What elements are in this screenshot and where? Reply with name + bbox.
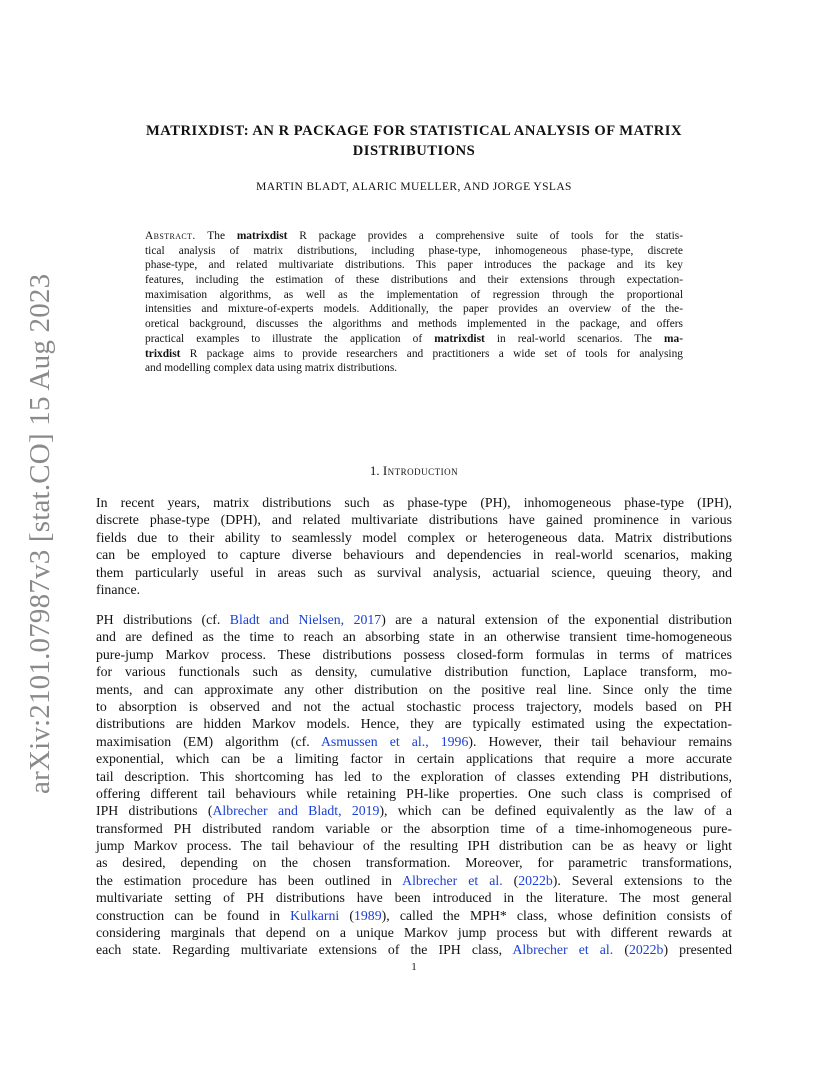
abstract-text: in real-world scenarios. The xyxy=(484,332,665,345)
text-line: exponential, which can be a limiting factor in certain applications that require a more accurate xyxy=(96,751,732,767)
abstract-text: R package provides a comprehensive suite of tools for the statis- xyxy=(287,230,683,242)
abstract-line xyxy=(145,347,683,362)
text-line: discrete phase-type (DPH), and related multivariate distributions have gained prominence in various xyxy=(96,512,732,528)
text-run: ). Several extensions to the xyxy=(552,872,733,888)
text-line: them particularly useful in areas such as survival analysis, actuarial science, queuing theory, and xyxy=(96,564,732,580)
text-run: construction can be found in xyxy=(96,907,291,923)
text-line xyxy=(96,733,732,750)
text-line: transformed PH distributed random variable or the absorption time of a time-inhomogeneous pure- xyxy=(96,820,732,836)
text-line xyxy=(96,941,732,958)
abstract-line: features, including the estimation of these distributions and their extensions through expectation- xyxy=(145,274,683,287)
section-number: 1. xyxy=(369,463,380,478)
author-list: MARTIN BLADT, ALARIC MUELLER, AND JORGE YSLAS xyxy=(256,181,572,193)
text-line xyxy=(96,907,732,924)
text-line: considering marginals that depend on a unique Markov jump process but with different rewards at xyxy=(96,925,732,941)
abstract-line xyxy=(145,229,683,244)
text-run: PH distributions (cf. xyxy=(96,612,230,627)
package-name: matrixdist xyxy=(434,332,485,345)
text-run: ), called the MPH* class, whose definition consists of xyxy=(381,907,732,923)
text-run: ( xyxy=(613,942,629,958)
abstract-text: The xyxy=(207,230,237,242)
text-line xyxy=(96,611,732,628)
text-line: finance. xyxy=(96,581,141,597)
text-run: IPH distributions ( xyxy=(96,803,213,819)
text-line: offering different tail behaviours while retaining PH-like properties. One such class is comprised of xyxy=(96,785,732,801)
package-name: trixdist xyxy=(145,347,181,360)
citation-link[interactable]: 2022b xyxy=(628,942,664,958)
text-line: and are defined as the time to reach an absorbing state in an otherwise transient time-homogeneous xyxy=(96,629,732,645)
intro-paragraph-2 xyxy=(96,611,732,959)
section-heading xyxy=(96,463,732,479)
section-title: Introduction xyxy=(382,463,459,478)
abstract-line xyxy=(145,332,683,347)
text-line xyxy=(96,802,732,819)
title-line-2: DISTRIBUTIONS xyxy=(352,143,476,159)
abstract-label: Abstract. xyxy=(145,230,196,242)
text-line: multivariate setting of PH distributions have been introduced in the literature. The most general xyxy=(96,890,732,906)
paper-title xyxy=(96,121,732,161)
text-line: fields due to their ability to seamlessly model complex or heterogeneous data. Matrix distributions xyxy=(96,529,732,545)
citation-link[interactable]: Kulkarni xyxy=(290,907,340,923)
abstract-line: and modelling complex data using matrix distributions. xyxy=(145,362,398,375)
citation-link[interactable]: 2022b xyxy=(518,872,553,888)
abstract-text: practical examples to illustrate the application of xyxy=(145,332,435,345)
citation-link[interactable]: Albrecher et al. xyxy=(402,872,503,888)
text-line: distributions are hidden Markov models. Hence, they are typically estimated using the expectation- xyxy=(96,716,732,732)
text-line: for various functionals such as density, cumulative distribution function, Laplace transform, mo- xyxy=(96,664,732,680)
title-line-1: MATRIXDIST: AN R PACKAGE FOR STATISTICAL ANALYSIS OF MATRIX xyxy=(145,123,683,139)
text-run: ) presented xyxy=(663,942,733,958)
text-run: ( xyxy=(339,907,354,923)
abstract-line: intensities and mixture-of-experts models. Additionally, the paper provides an overview of the the- xyxy=(145,303,683,316)
text-line xyxy=(96,872,732,889)
citation-link[interactable]: Albrecher et al. xyxy=(512,942,614,958)
text-line: to absorption is observed and not the actual stochastic process trajectory, models based on PH xyxy=(96,698,732,714)
citation-link[interactable]: 1989 xyxy=(354,907,382,923)
text-line: jump Markov process. The tail behaviour of the resulting IPH distribution can be as heavy or light xyxy=(96,838,732,854)
text-line: pure-jump Markov process. These distributions possess closed-form formulas in terms of matrices xyxy=(96,646,732,662)
intro-paragraph-1 xyxy=(96,494,732,598)
text-run: ). However, their tail behaviour remains xyxy=(468,733,732,749)
text-line: ments, and can approximate any other distribution on the positive real line. Since only the time xyxy=(96,681,732,697)
text-run: the estimation procedure has been outlined in xyxy=(96,872,403,888)
text-line: as desired, depending on the chosen transformation. Moreover, for parametric transformations, xyxy=(96,855,732,871)
package-name: matrixdist xyxy=(236,230,288,242)
text-line: In recent years, matrix distributions such as phase-type (PH), inhomogeneous phase-type (IPH), xyxy=(96,495,732,510)
abstract-text: R package aims to provide researchers and practitioners a wide set of tools for analysing xyxy=(180,347,683,360)
abstract-line: oretical background, discusses the algorithms and methods implemented in the package, and offers xyxy=(145,318,683,331)
text-run: ) are a natural extension of the exponential distribution xyxy=(381,612,732,627)
text-run: ), which can be defined equivalently as the law of a xyxy=(379,803,733,819)
abstract xyxy=(145,229,683,376)
text-run: ( xyxy=(502,872,519,888)
abstract-line: maximisation algorithms, as well as the implementation of regression through the proportional xyxy=(145,288,683,301)
arxiv-identifier: arXiv:2101.07987v3 [stat.CO] 15 Aug 2023 xyxy=(24,273,56,794)
text-run: each state. Regarding multivariate extensions of the IPH class, xyxy=(96,942,513,958)
text-line: tail description. This shortcoming has led to the exploration of classes extending PH distributions, xyxy=(96,768,732,784)
abstract-line: tical analysis of matrix distributions, including phase-type, inhomogeneous phase-type, discrete xyxy=(145,244,683,257)
citation-link[interactable]: Albrecher and Bladt, 2019 xyxy=(212,803,380,819)
citation-link[interactable]: Asmussen et al., 1996 xyxy=(320,733,469,749)
abstract-line: phase-type, and related multivariate distributions. This paper introduces the package and its key xyxy=(145,259,683,272)
package-name: ma- xyxy=(664,332,683,345)
page-number: 1 xyxy=(411,961,417,973)
citation-link[interactable]: Bladt and Nielsen, 2017 xyxy=(229,612,382,627)
text-run: maximisation (EM) algorithm (cf. xyxy=(96,733,321,749)
text-line: can be employed to capture diverse behaviours and dependencies in real-world scenarios, making xyxy=(96,547,732,563)
